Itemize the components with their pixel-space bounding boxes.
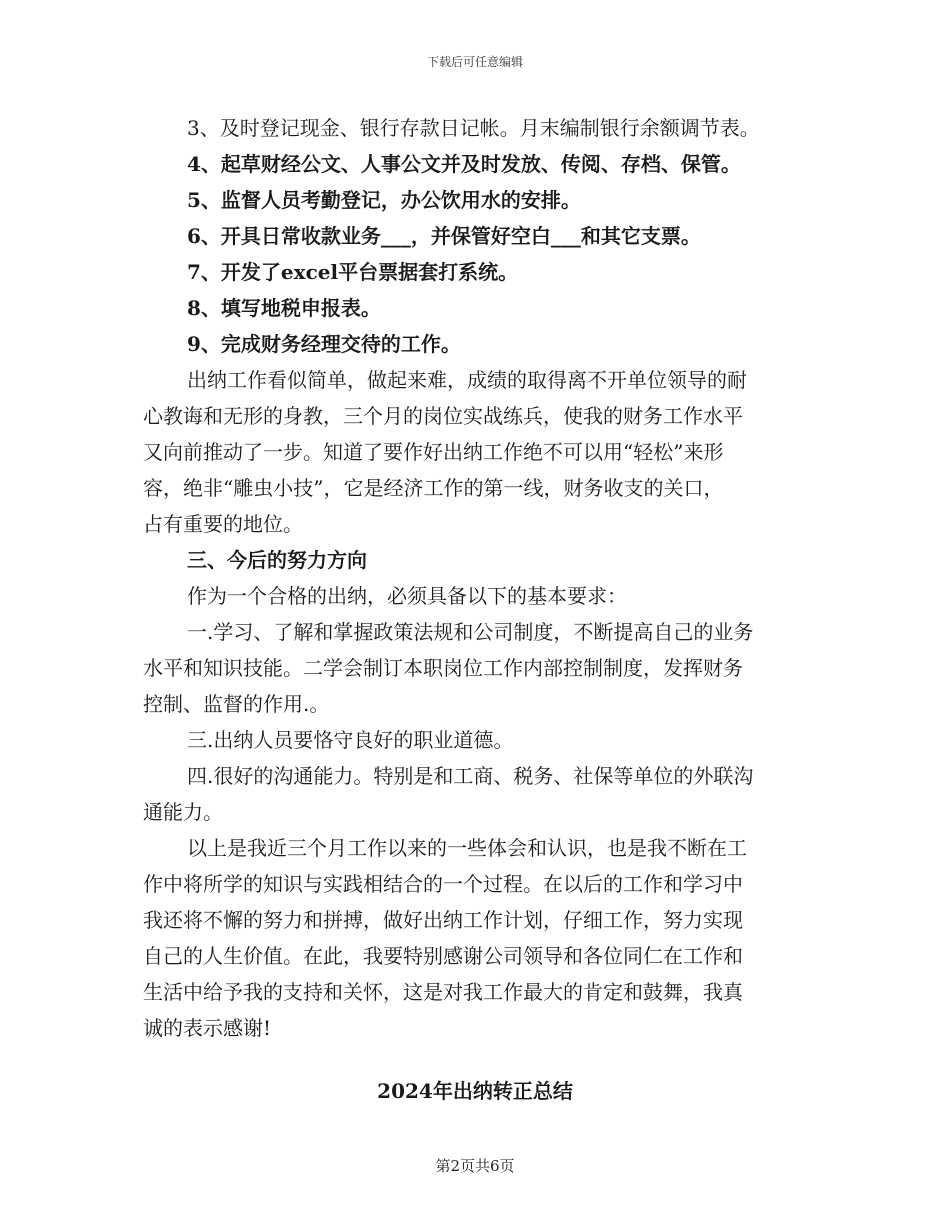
list-item: 8、填写地税申报表。 [187,296,381,320]
paragraph-line: 心教诲和无形的身教，三个月的岗位实战练兵，使我的财务工作水平 [143,404,743,428]
requirement-line: 三.出纳人员要恪守良好的职业道德。 [187,728,514,752]
paragraph-line: 自己的人生价值。在此，我要特别感谢公司领导和各位同仁在工作和 [143,944,743,968]
paragraph-line: 四.很好的沟通能力。特别是和工商、税务、社保等单位的外联沟 [187,764,754,788]
paragraph-line: 水平和知识技能。二学会制订本职岗位工作内部控制制度，发挥财务 [143,656,743,680]
paragraph-line: 占有重要的地位。 [143,512,303,536]
paragraph-line: 生活中给予我的支持和关怀，这是对我工作最大的肯定和鼓舞，我真 [143,980,743,1004]
requirement-paragraph [143,758,813,830]
list-item: 3、及时登记现金、银行存款日记帐。月末编制银行余额调节表。 [187,116,760,140]
list-item: 9、完成财务经理交待的工作。 [187,332,461,356]
paragraph-line: 以上是我近三个月工作以来的一些体会和认识，也是我不断在工 [187,836,747,860]
paragraph-line: 又向前推动了一步。知道了要作好出纳工作绝不可以用“轻松”来形 [143,440,724,464]
paragraph-line: 诚的表示感谢! [143,1016,272,1040]
page-footer: 第2页共6页 [435,1157,515,1175]
list-item: 6、开具日常收款业务___，并保管好空白___和其它支票。 [187,224,701,248]
list-item: 4、起草财经公文、人事公文并及时发放、传阅、存档、保管。 [187,152,741,176]
paragraph-line: 作中将所学的知识与实践相结合的一个过程。在以后的工作和学习中 [143,872,743,896]
closing-paragraph [143,830,813,1046]
paragraph-line: 容，绝非“雕虫小技”，它是经济工作的第一线，财务收支的关口， [143,476,724,500]
list-item: 7、开发了excel平台票据套打系统。 [187,260,519,284]
next-document-title: 2024年出纳转正总结 [377,1079,573,1103]
paragraph-line: 通能力。 [143,800,223,824]
list-item: 5、监督人员考勤登记，办公饮用水的安排。 [187,188,581,212]
summary-paragraph [143,362,813,542]
paragraph-line: 我还将不懈的努力和拼搏，做好出纳工作计划，仔细工作，努力实现 [143,908,743,932]
paragraph-line: 控制、监督的作用.。 [143,692,330,716]
intro-line: 作为一个合格的出纳，必须具备以下的基本要求： [187,584,627,608]
header-note: 下载后可任意编辑 [426,55,523,69]
requirement-paragraph [143,614,813,722]
document-body [143,110,813,1046]
section-heading: 三、今后的努力方向 [187,548,367,572]
paragraph-line: 一.学习、了解和掌握政策法规和公司制度，不断提高自己的业务 [187,620,754,644]
paragraph-line: 出纳工作看似简单，做起来难，成绩的取得离不开单位领导的耐 [187,368,747,392]
